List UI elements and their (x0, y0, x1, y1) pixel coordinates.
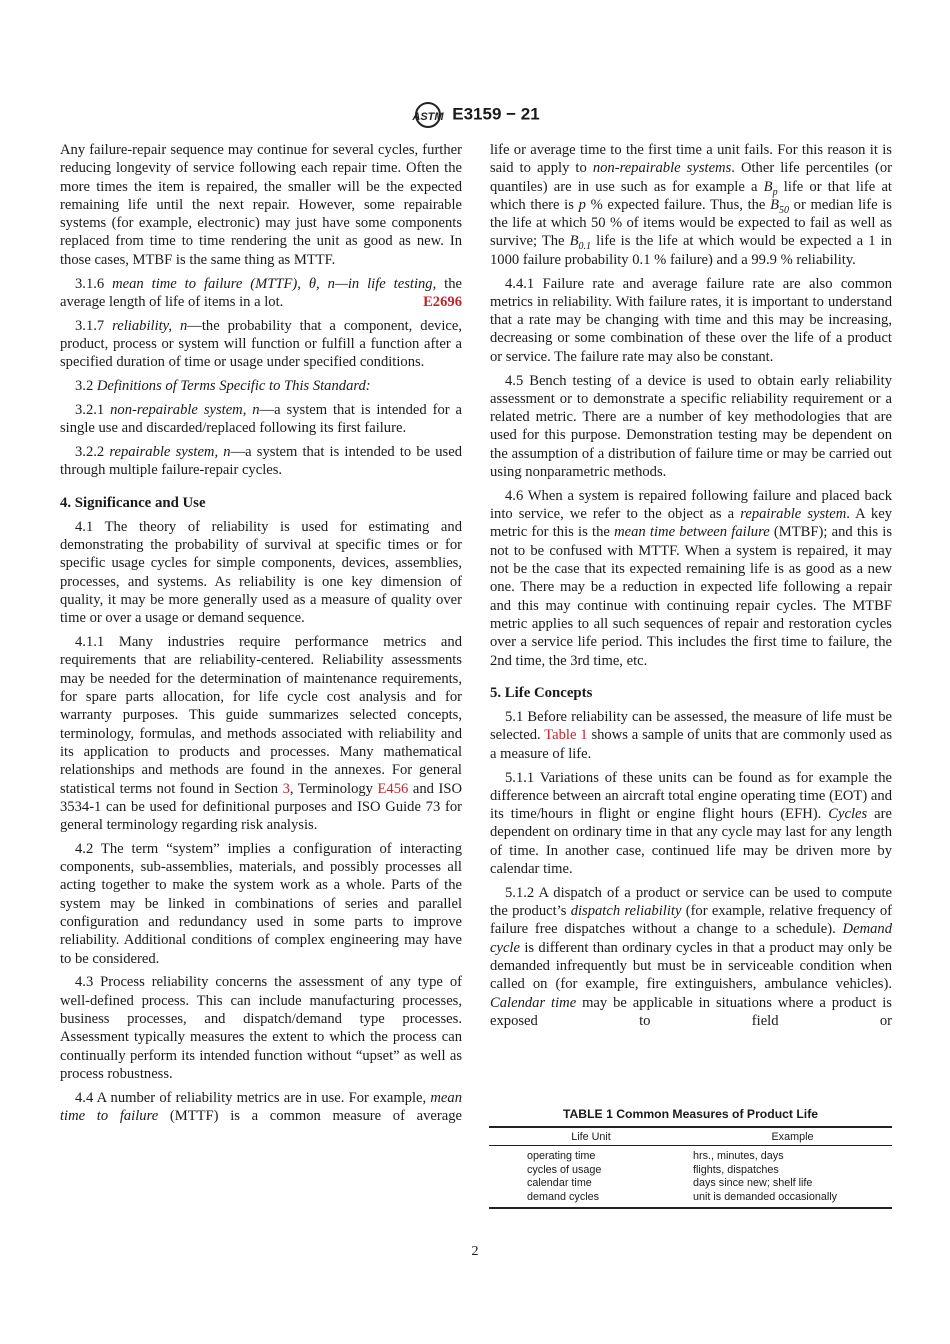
column-header-life-unit: Life Unit (489, 1127, 693, 1146)
text-run: 5.1 Before reliability can be assessed, the measure of life must be selected. (490, 709, 892, 744)
reference-link[interactable]: 3 (282, 780, 290, 797)
paragraph (60, 141, 462, 269)
text-run: —a system that is intended for a single use and discarded/replaced following its first failure. (60, 401, 462, 437)
text-run: B (569, 233, 579, 250)
paragraph (60, 1089, 462, 1126)
reference-link[interactable]: E456 (377, 780, 409, 797)
text-run: mean time to failure (60, 1089, 462, 1125)
text-run: 3.1.7 (75, 317, 113, 334)
text-run: (for example, relative frequency of failure free dispatches without a change to a schedule). (490, 903, 892, 938)
life-unit-cell: calendar time (527, 1177, 592, 1189)
example-cell: days since new; shelf life (693, 1177, 813, 1189)
paragraph (490, 275, 892, 366)
paragraph (60, 401, 462, 438)
text-run: non-repairable systems (592, 160, 732, 177)
text-run: 4.4 A number of reliability metrics are in use. For example, (75, 1089, 431, 1106)
text-run: 4.5 Bench testing of a device is used to obtain early reliability assessment or to demonstrate a specific reliability requirement or a related metric. There are a number of key methodologies that are used for this purpose. Demonstration testing may be dependent on the assumption of a distribution of failure time or may be carried out using nonparametric methods. (490, 372, 892, 481)
text-run: Definitions of Terms Specific to This Standard: (96, 378, 371, 395)
paragraph (490, 769, 892, 879)
paragraph (60, 317, 462, 372)
text-run: 5.1.1 Variations of these units can be found as for example the difference between an aircraft total engine operating time (EOT) and its time/hours in flight or engine flight hours (EFH). (490, 769, 892, 823)
text-run: 0.1 (578, 241, 592, 253)
text-run: are dependent on ordinary time in that any cycle may last for any length of time. In another case, continued life may be driven more by calendar time. (490, 806, 892, 877)
text-run: life or that life at which there is (490, 178, 892, 213)
text-run: . A key metric for this is the (490, 506, 892, 541)
text-run: reliability, n (112, 317, 188, 334)
paragraph (60, 633, 462, 834)
table-row (489, 1177, 892, 1191)
text-run: mean time to failure (MTTF), θ, n—in life testing, (112, 275, 437, 292)
text-run: 4.1 The theory of reliability is used for estimating and demonstrating the probability of survival at specific times or for specific usage cycles for simple components, devices, assemblies, processes, and systems. As reliability is one key dimension of quality, it may be more generally used as a measure of quality over time or over a usage or demand sequence. (60, 518, 462, 627)
paragraph (490, 487, 892, 670)
text-run: and ISO 3534-1 can be used for definitional purposes and ISO Guide 73 for general terminology regarding risk analysis. (60, 780, 462, 834)
text-run: 50 (779, 204, 789, 216)
text-run: 4.6 When a system is repaired following failure and placed back into service, we refer to the object as a (490, 487, 892, 523)
text-run: p (772, 186, 778, 198)
text-run: 4.1.1 Many industries require performance metrics and requirements that are reliability-centered. Reliability assessments may be needed for the determination of maintenance requirements, for spare parts allocation, for life cycle cost analysis and for warranty purposes. This guide summarizes selected concepts, terminology, formulas, and methods associated with reliability and its application to products and processes. Many mathematical relationships and methods are found in the annexes. For general statistical terms not found in Section (60, 634, 462, 797)
reference-link[interactable]: Table 1 (544, 727, 588, 744)
life-unit-cell: operating time (527, 1150, 596, 1162)
reference-link[interactable]: E2696 (423, 293, 462, 310)
example-cell: flights, dispatches (693, 1163, 779, 1176)
text-run: 3.2.2 (75, 443, 110, 460)
life-unit-cell: demand cycles (489, 1191, 693, 1209)
text-run: repairable system (740, 506, 847, 523)
table-row (489, 1146, 892, 1164)
text-run: or median life is the life at which 50 % of items would be expected to fail as well as survive; The (490, 196, 892, 250)
paragraph (490, 372, 892, 482)
page-number: 2 (471, 1244, 479, 1259)
text-run: . Other life percentiles (or quantiles) are in use such as for example a (490, 160, 892, 195)
paragraph (60, 518, 462, 628)
paragraph (60, 443, 462, 480)
paragraph (60, 840, 462, 968)
paragraph (490, 708, 892, 763)
astm-logo-icon (410, 101, 446, 129)
text-run: 3.2 (75, 378, 97, 395)
text-run: 4.2 The term “system” implies a configuration of interacting components, sub-assemblies, materials, and possibly processes all acting together to make the system work as a whole. Parts of the system may be linked in combinations of series and parallel configuration and redundancy used in some parts to improve reliability. Additional conditions of complex engineering may have to be considered. (60, 840, 462, 967)
text-run: life is the life at which would be expected a 1 in 1000 failure probability 0.1 % failure) and a 99.9 % reliability. (490, 233, 892, 268)
text-run: shows a sample of units that are commonly used as a measure of life. (490, 727, 892, 762)
standard-designation: E3159 − 21 (452, 104, 540, 124)
table-row (489, 1191, 892, 1209)
text-run: (MTBF); and this is not to be confused with MTTF. When a system is repaired, it may not be the case that its expected remaining life is as good as a new one. There may be a reduction in expected life following a repair and this may continue with continuing repair cycles. The MTBF metric applies to all such sequences of repair and restoration cycles over a service life period. This includes the first time to failure, the 2nd time, the 3rd time, etc. (490, 524, 892, 669)
text-run: non-repairable system, n (110, 401, 260, 418)
paragraph (490, 884, 892, 1030)
page-header (0, 101, 950, 129)
measures-table (489, 1126, 892, 1209)
text-run: repairable system, n (109, 443, 231, 460)
text-run: 3.2.1 (75, 401, 111, 418)
text-run: —a system that is intended to be used through multiple failure-repair cycles. (60, 443, 462, 479)
table-caption: TABLE 1 Common Measures of Product Life (562, 1107, 819, 1121)
left-column (60, 141, 462, 1131)
text-run: 4.4.1 Failure rate and average failure rate are also common metrics in reliability. With failure rates, it is important to understand that a rate may be changing with time and this may be increasing, decreasing or some combination of these over the life of a product or service. The failure rate may also be constant. (490, 275, 892, 365)
text-run: (MTTF) is a common measure of average (158, 1108, 462, 1125)
text-run: —the probability that a component, device, product, process or system will function or fulfill a function after a specified duration of time or usage under specified conditions. (60, 317, 463, 371)
text-run: B (763, 178, 773, 195)
paragraph (60, 973, 462, 1083)
section-heading: 4. Significance and Use (60, 494, 206, 511)
text-run: Any failure-repair sequence may continue for several cycles, further reducing longevity of service following each repair time. Often the more times the item is repaired, the smaller will be the expected remaining life until the next repair. However, some repairable systems (for example, electronic) may just have some components replaced from time to time rendering the unit as good as new. In those cases, MTBF is the same thing as MTTF. (60, 142, 462, 268)
text-run: Demand cycle (490, 921, 892, 956)
text-run: , Terminology (289, 780, 378, 797)
table-row (489, 1164, 892, 1178)
text-run: life or average time to the first time a unit fails. For this reason it is said to apply to (490, 142, 892, 177)
svg-text:ASTM: ASTM (412, 111, 444, 123)
text-run: 4.3 Process reliability concerns the assessment of any type of well-defined process. This can include manufacturing processes, business processes, and dispatch/demand type processes. Assessment typically measures the extent to which the process can continually perform its intended function without “upset” as well as process robustness. (60, 974, 462, 1082)
text-run: the average length of life of items in a lot. (60, 275, 462, 310)
paragraph (490, 141, 892, 269)
text-run: B (770, 196, 779, 213)
example-cell: unit is demanded occasionally (693, 1191, 892, 1209)
paragraph (60, 275, 462, 312)
text-run: is different than ordinary cycles in that a product may only be demanded infrequently but must be in serviceable condition when called on (for example, fire extinguishers, ambulance vehicles). (490, 939, 892, 993)
paragraph (60, 377, 462, 395)
example-cell: hrs., minutes, days (693, 1150, 784, 1162)
text-run: Calendar time (490, 994, 577, 1011)
text-run: Cycles (828, 806, 868, 823)
text-run: p (578, 196, 586, 213)
text-run: % expected failure. Thus, the (585, 196, 771, 213)
section-heading: 5. Life Concepts (490, 684, 593, 701)
text-run: may be applicable in situations where a product is exposed to field or (490, 994, 892, 1029)
right-column (490, 141, 892, 1036)
text-run: dispatch reliability (570, 903, 682, 920)
text-run: 3.1.6 (75, 275, 113, 292)
table-1 (489, 1107, 892, 1209)
text-run: mean time between failure (614, 524, 770, 541)
column-header-example: Example (693, 1127, 892, 1146)
life-unit-cell: cycles of usage (527, 1163, 602, 1176)
text-run: 5.1.2 A dispatch of a product or service can be used to compute the product’s (490, 884, 892, 920)
